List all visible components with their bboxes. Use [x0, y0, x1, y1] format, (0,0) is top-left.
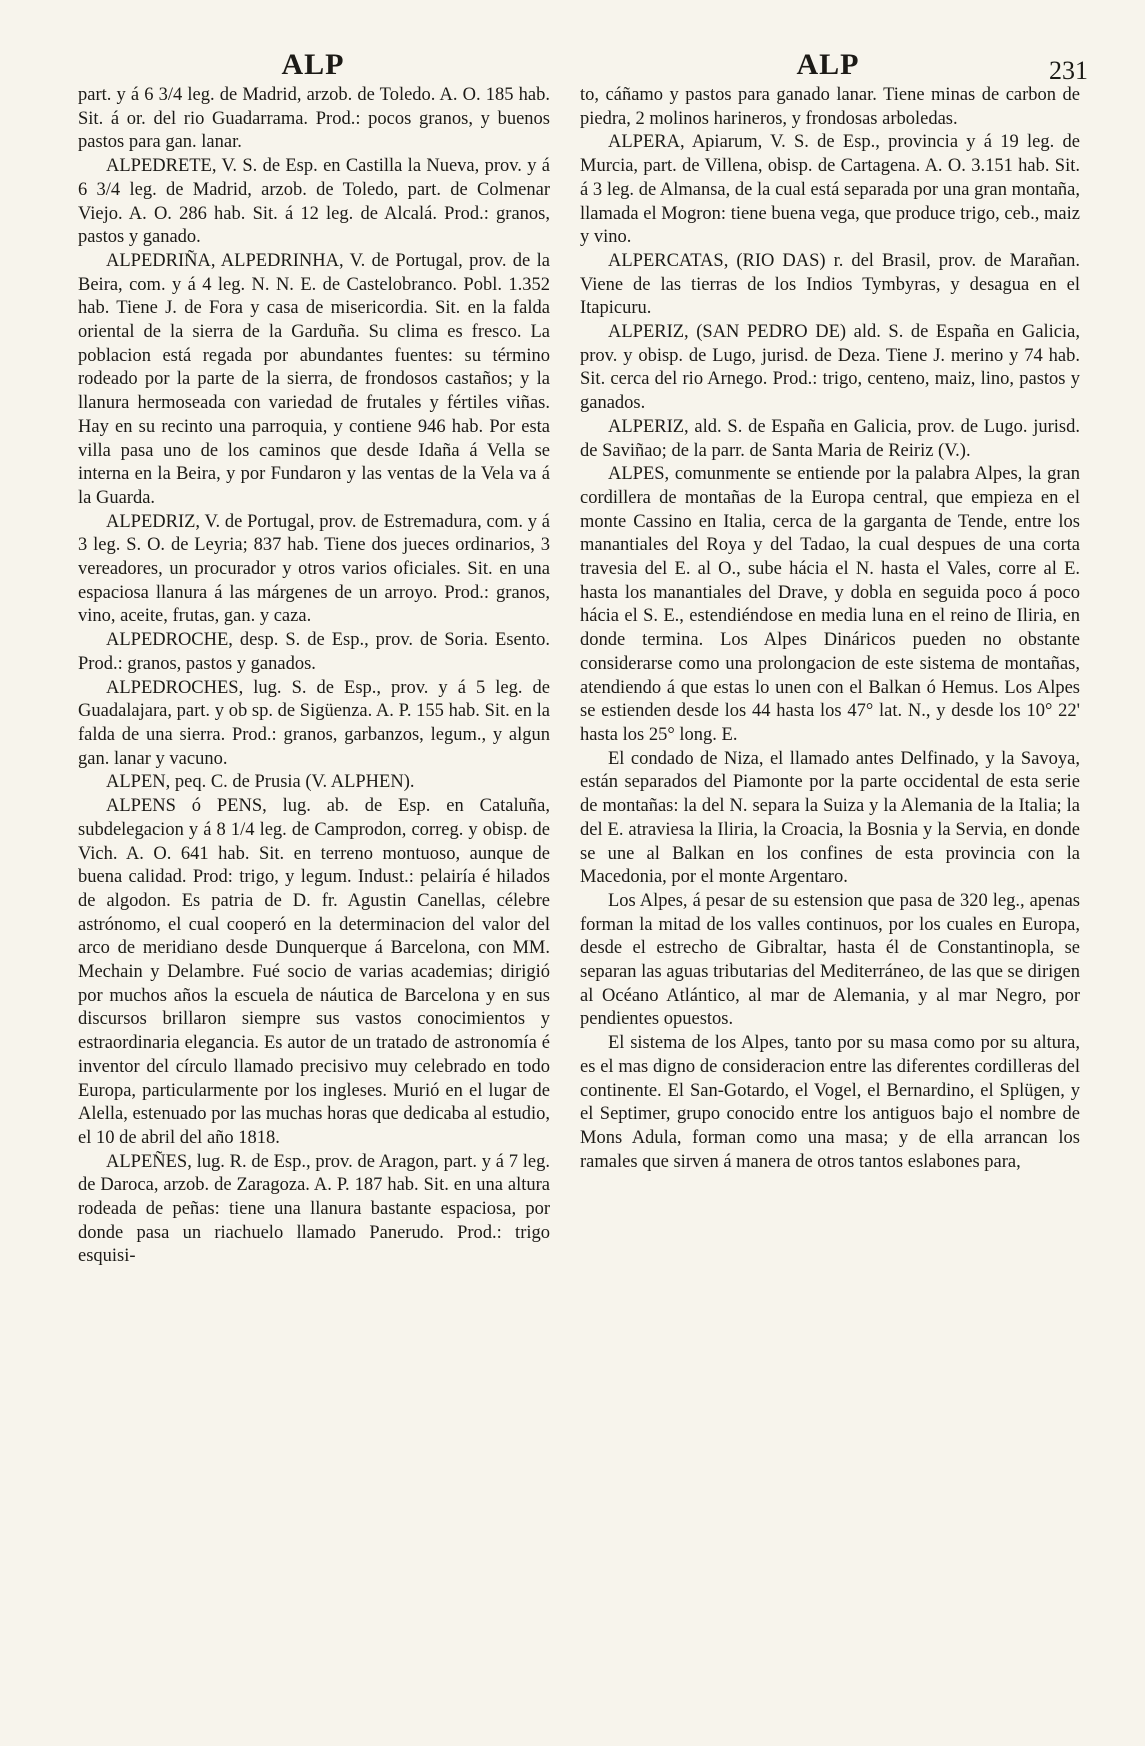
entry-alperiz-2: ALPERIZ, ald. S. de España en Galicia, prov. de Lugo. jurisd. de Saviñao; de la parr. de Santa Maria de Reiriz (V.). — [580, 416, 1080, 461]
entry-alpes: ALPES, comunmente se entiende por la palabra Alpes, la gran cordillera de montañas de la Europa central, que empieza en el monte Cassino en Italia, cerca de la garganta de Tende, entre los manantiales del Roya y del Tadao, la cual despues de una corta travesia del E. al O., sube hácia el N. hasta el Vales, corre al E. hasta los manantiales del Drave, y dobla en seguida poco á poco hácia el S. E., estendiéndose en media luna en el reino de Iliria, en donde termina. Los Alpes Dináricos pueden no obstante considerarse como una prolongacion de este sistema de montañas, atendiendo á que estas lo unen con el Balkan ó Hemus. Los Alpes se estienden desde los 44 hasta los 47° lat. N., y desde los 10° 22' hasta los 25° long. E. — [580, 464, 1080, 745]
entry-alpen: ALPEN, peq. C. de Prusia (V. ALPHEN). — [106, 772, 415, 793]
entry-alpenes: ALPEÑES, lug. R. de Esp., prov. de Aragon, part. y á 7 leg. de Daroca, arzob. de Zaragoza. A. P. 187 hab. Sit. en una altura rodeada de peñas: tiene una llanura bastante espaciosa, por donde pasa un riachuelo llamado Panerudo. Prod.: trigo esquisi- — [78, 1151, 550, 1267]
left-column — [78, 84, 550, 1269]
entry-alpera: ALPERA, Apiarum, V. S. de Esp., provincia y á 19 leg. de Murcia, part. de Villena, obisp. de Cartagena. A. O. 3.151 hab. Sit. á 3 leg. de Almansa, de la cual está separada por una gran montaña, llamada el Mogron: tiene buena vega, que produce trigo, ceb., maiz y vino. — [580, 132, 1080, 248]
alpes-paragraph-estension: Los Alpes, á pesar de su estension que pasa de 320 leg., apenas forman la mitad de los valles continuos, por los cuales en Europa, desde el estrecho de Gibraltar, hasta él de Constantinopla, se separan las aguas tributarias del Mediterráneo, de las que se dirigen al Océano Atlántico, al mar de Alemania, y al mar Negro, por pendientes opuestos. — [580, 890, 1080, 1030]
alpes-paragraph-sistema: El sistema de los Alpes, tanto por su masa como por su altura, es el mas digno de consideracion entre las diferentes cordilleras del continente. El San-Gotardo, el Vogel, el Bernardino, el Splügen, y el Septimer, grupo conocido entre los antiguos bajo el nombre de Mons Adula, forman como una masa; y de ella arrancan los ramales que sirven á manera de otros tantos eslabones para, — [580, 1033, 1080, 1172]
left-running-header: ALP — [281, 48, 345, 81]
entry-alpercatas: ALPERCATAS, (RIO DAS) r. del Brasil, prov. de Marañan. Viene de las tierras de los Indios Tymbyras, y desagua en el Itapicuru. — [580, 250, 1080, 319]
entry-alpedrete: ALPEDRETE, V. S. de Esp. en Castilla la Nueva, prov. y á 6 3/4 leg. de Madrid, arzob. de Toledo, part. de Colmenar Viejo. A. O. 286 hab. Sit. á 12 leg. de Alcalá. Prod.: granos, pastos y ganado. — [78, 156, 550, 248]
right-column — [580, 84, 1080, 1174]
entry-alpedrina: ALPEDRIÑA, ALPEDRINHA, V. de Portugal, prov. de la Beira, com. y á 4 leg. N. N. E. de Castelobranco. Pobl. 1.352 hab. Tiene J. de Fora y casa de misericordia. Sit. en la falda oriental de la sierra de la Garduña. Su clima es fresco. La poblacion está regada por abundantes fuentes: su término rodeado por la parte de la sierra, de frondosos castaños; y la llanura hermoseada con variedad de frutales y fértiles viñas. Hay en su recinto una parroquia, y contiene 946 hab. Por esta villa pasa uno de los caminos que desde Idaña á Vella se interna en la Beira, y por Fundaron y las ventas de la Vela va á la Guarda. — [78, 250, 550, 508]
page-number: 231 — [1049, 56, 1088, 85]
entry-continuation: part. y á 6 3/4 leg. de Madrid, arzob. de Toledo. A. O. 185 hab. Sit. á or. del rio Guadarrama. Prod.: pocos granos, y buenos pastos para gan. lanar. — [78, 85, 550, 153]
alpes-paragraph-niza: El condado de Niza, el llamado antes Delfinado, y la Savoya, están separados del Piamonte por la parte occidental de esta serie de montañas: la del N. separa la Suiza y la Alemania de la Italia; la del E. atraviesa la Iliria, la Croacia, la Bosnia y la Servia, en donde se une al Balkan en los confines de esta provincia con la Macedonia, por el monte Argentaro. — [580, 748, 1080, 888]
entry-continuation-right: to, cáñamo y pastos para ganado lanar. Tiene minas de carbon de piedra, 2 molinos harineros, y frondosas arboledas. — [580, 85, 1080, 129]
entry-alpedroches: ALPEDROCHES, lug. S. de Esp., prov. y á 5 leg. de Guadalajara, part. y ob sp. de Sigüenza. A. P. 155 hab. Sit. en la falda de una sierra. Prod.: granos, garbanzos, legum., y algun gan. lanar y vacuno. — [78, 677, 550, 769]
entry-alpedroche: ALPEDROCHE, desp. S. de Esp., prov. de Soria. Esento. Prod.: granos, pastos y ganados. — [78, 630, 550, 674]
entry-alperiz-1: ALPERIZ, (SAN PEDRO DE) ald. S. de España en Galicia, prov. y obisp. de Lugo, jurisd. de Deza. Tiene J. merino y 74 hab. Sit. cerca del rio Arnego. Prod.: trigo, centeno, maiz, lino, pastos y ganados. — [580, 322, 1080, 414]
right-running-header: ALP — [796, 48, 860, 81]
entry-alpens: ALPENS ó PENS, lug. ab. de Esp. en Cataluña, subdelegacion y á 8 1/4 leg. de Camprodon, correg. y obisp. de Vich. A. O. 641 hab. Sit. en terreno montuoso, aunque de buena calidad. Prod: trigo, y legum. Indust.: pelairía é hilados de algodon. Es patria de D. fr. Agustin Canellas, célebre astrónomo, el cual cooperó en la determinacion del valor del arco de meridiano desde Dunquerque á Barcelona, con MM. Mechain y Delambre. Fué socio de varias academias; dirigió por muchos años la escuela de náutica de Barcelona y en sus discursos brillaron siempre sus vastos conocimientos y estraordinaria elegancia. Es autor de un tratado de astronomía é inventor del círculo llamado precisivo muy celebrado en todo Europa, particularmente por los ingleses. Murió en el lugar de Alella, estenuado por las muchas horas que dedicaba al estudio, el 10 de abril del año 1818. — [78, 796, 550, 1148]
entry-alpedriz: ALPEDRIZ, V. de Portugal, prov. de Estremadura, com. y á 3 leg. S. O. de Leyria; 837 hab. Tiene dos jueces ordinarios, 3 vereadores, un procurador y otros varios oficiales. Sit. en una espaciosa llanura á las márgenes de un arroyo. Prod.: granos, vino, aceite, frutas, gan. y caza. — [78, 511, 550, 627]
